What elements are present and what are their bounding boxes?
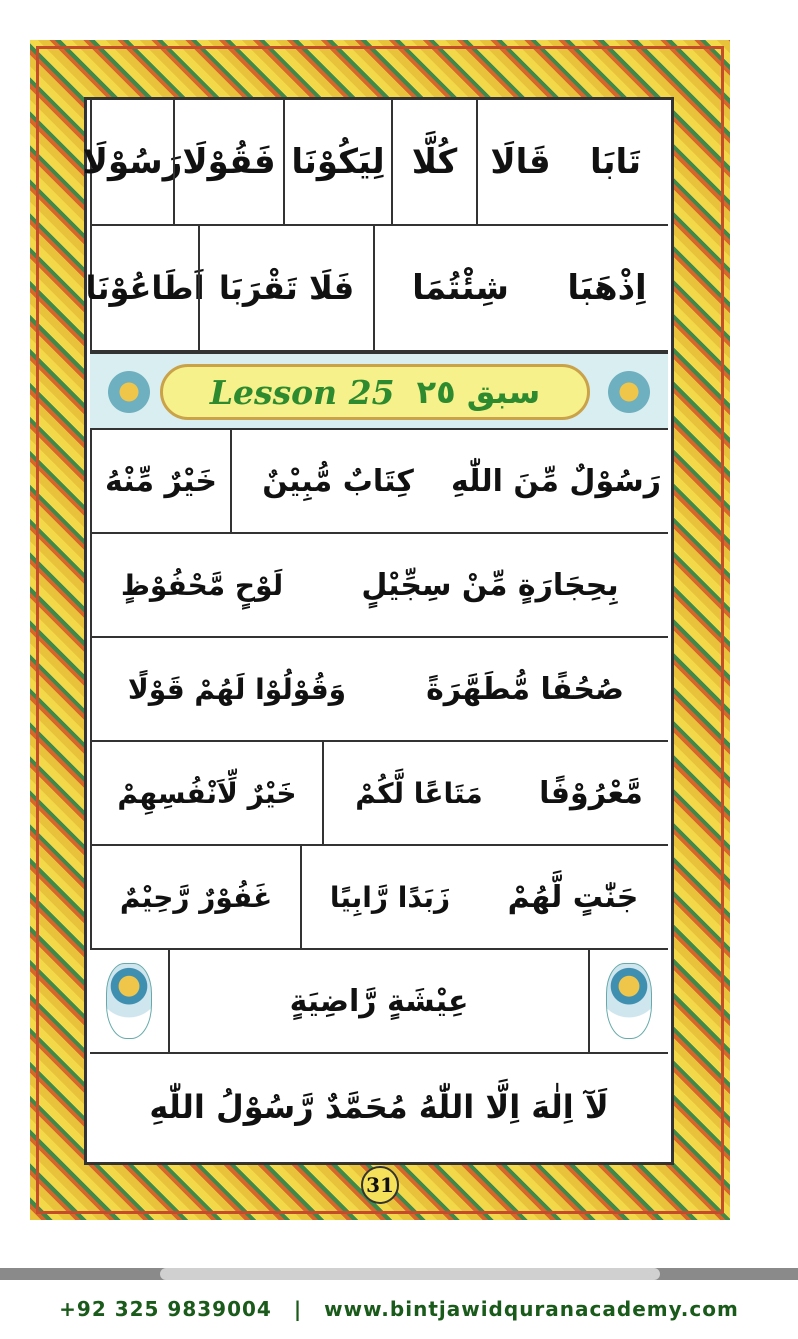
word-cell: لِيَكُوْنَا [283,100,391,224]
word-row [82,100,668,226]
lesson-title-english: Lesson 25 [209,372,395,412]
ornament-left [90,950,168,1052]
word-cell: رَسُوْلٌ مِّنَ اللّٰهِ [450,463,662,499]
word-cell: عِيْشَةٍ رَّاضِيَةٍ [168,950,590,1052]
kalima-text: لَآ اِلٰهَ اِلَّا اللّٰهُ مُحَمَّدٌ رَّسُوْلُ اللّٰهِ [149,1088,609,1126]
word-row [90,742,668,846]
word-cell: خَيْرٌ لِّاَنْفُسِهِمْ [90,742,322,844]
word-row [90,430,668,534]
word-cell: صُحُفًا مُّطَهَّرَةً [426,671,624,707]
word-cell: اَطَاعُوْنَا [90,226,198,350]
footer-website: www.bintjawidquranacademy.com [324,1297,739,1321]
word-cell: كِتَابٌ مُّبِيْنٌ [230,430,444,532]
word-cell: اِذْهَبَا [567,268,647,308]
kalima-row [90,1054,668,1160]
lesson-title-urdu: سبق ٢٥ [416,373,541,411]
word-row [85,226,668,352]
lesson-title-pill [160,364,590,420]
footer-separator: | [293,1297,303,1321]
ornament-right [594,362,664,422]
word-cell: لَوْحٍ مَّحْفُوْظٍ [90,534,312,636]
word-cell: زَبَدًا رَّابِيًا [300,846,478,948]
footer-phone: +92 325 9839004 [59,1297,272,1321]
footer [0,1294,798,1324]
word-cell: جَنّٰتٍ لَّهُمْ [507,879,639,915]
ornament-left [94,362,164,422]
word-cell: شِئْتُمَا [373,226,546,350]
ornament-right [590,950,668,1052]
word-cell: فَقُوْلَا [173,100,283,224]
word-cell: مَّعْرُوْفًا [539,775,643,811]
word-cell: تَابَا [589,142,642,182]
word-cell: وَقُوْلُوْا لَهُمْ قَوْلًا [90,638,382,740]
lesson-banner [90,352,668,430]
word-row [90,846,668,950]
word-cell: قَالَا [476,100,563,224]
word-row [90,638,668,742]
word-cell: فَلَا تَقْرَبَا [198,226,373,350]
word-cell: مَتَاعًا لَّكُمْ [322,742,514,844]
word-cell: بِحِجَارَةٍ مِّنْ سِجِّيْلٍ [361,567,619,603]
word-cell: غَفُوْرٌ رَّحِيْمٌ [90,846,300,948]
word-cell: خَيْرٌ مِّنْهُ [90,430,230,532]
word-row [90,534,668,638]
word-cell: رَسُوْلَا [90,100,173,224]
page-number: 31 [361,1166,399,1204]
word-row [90,950,668,1054]
word-cell: كُلَّا [391,100,476,224]
scan-shadow [160,1268,660,1280]
